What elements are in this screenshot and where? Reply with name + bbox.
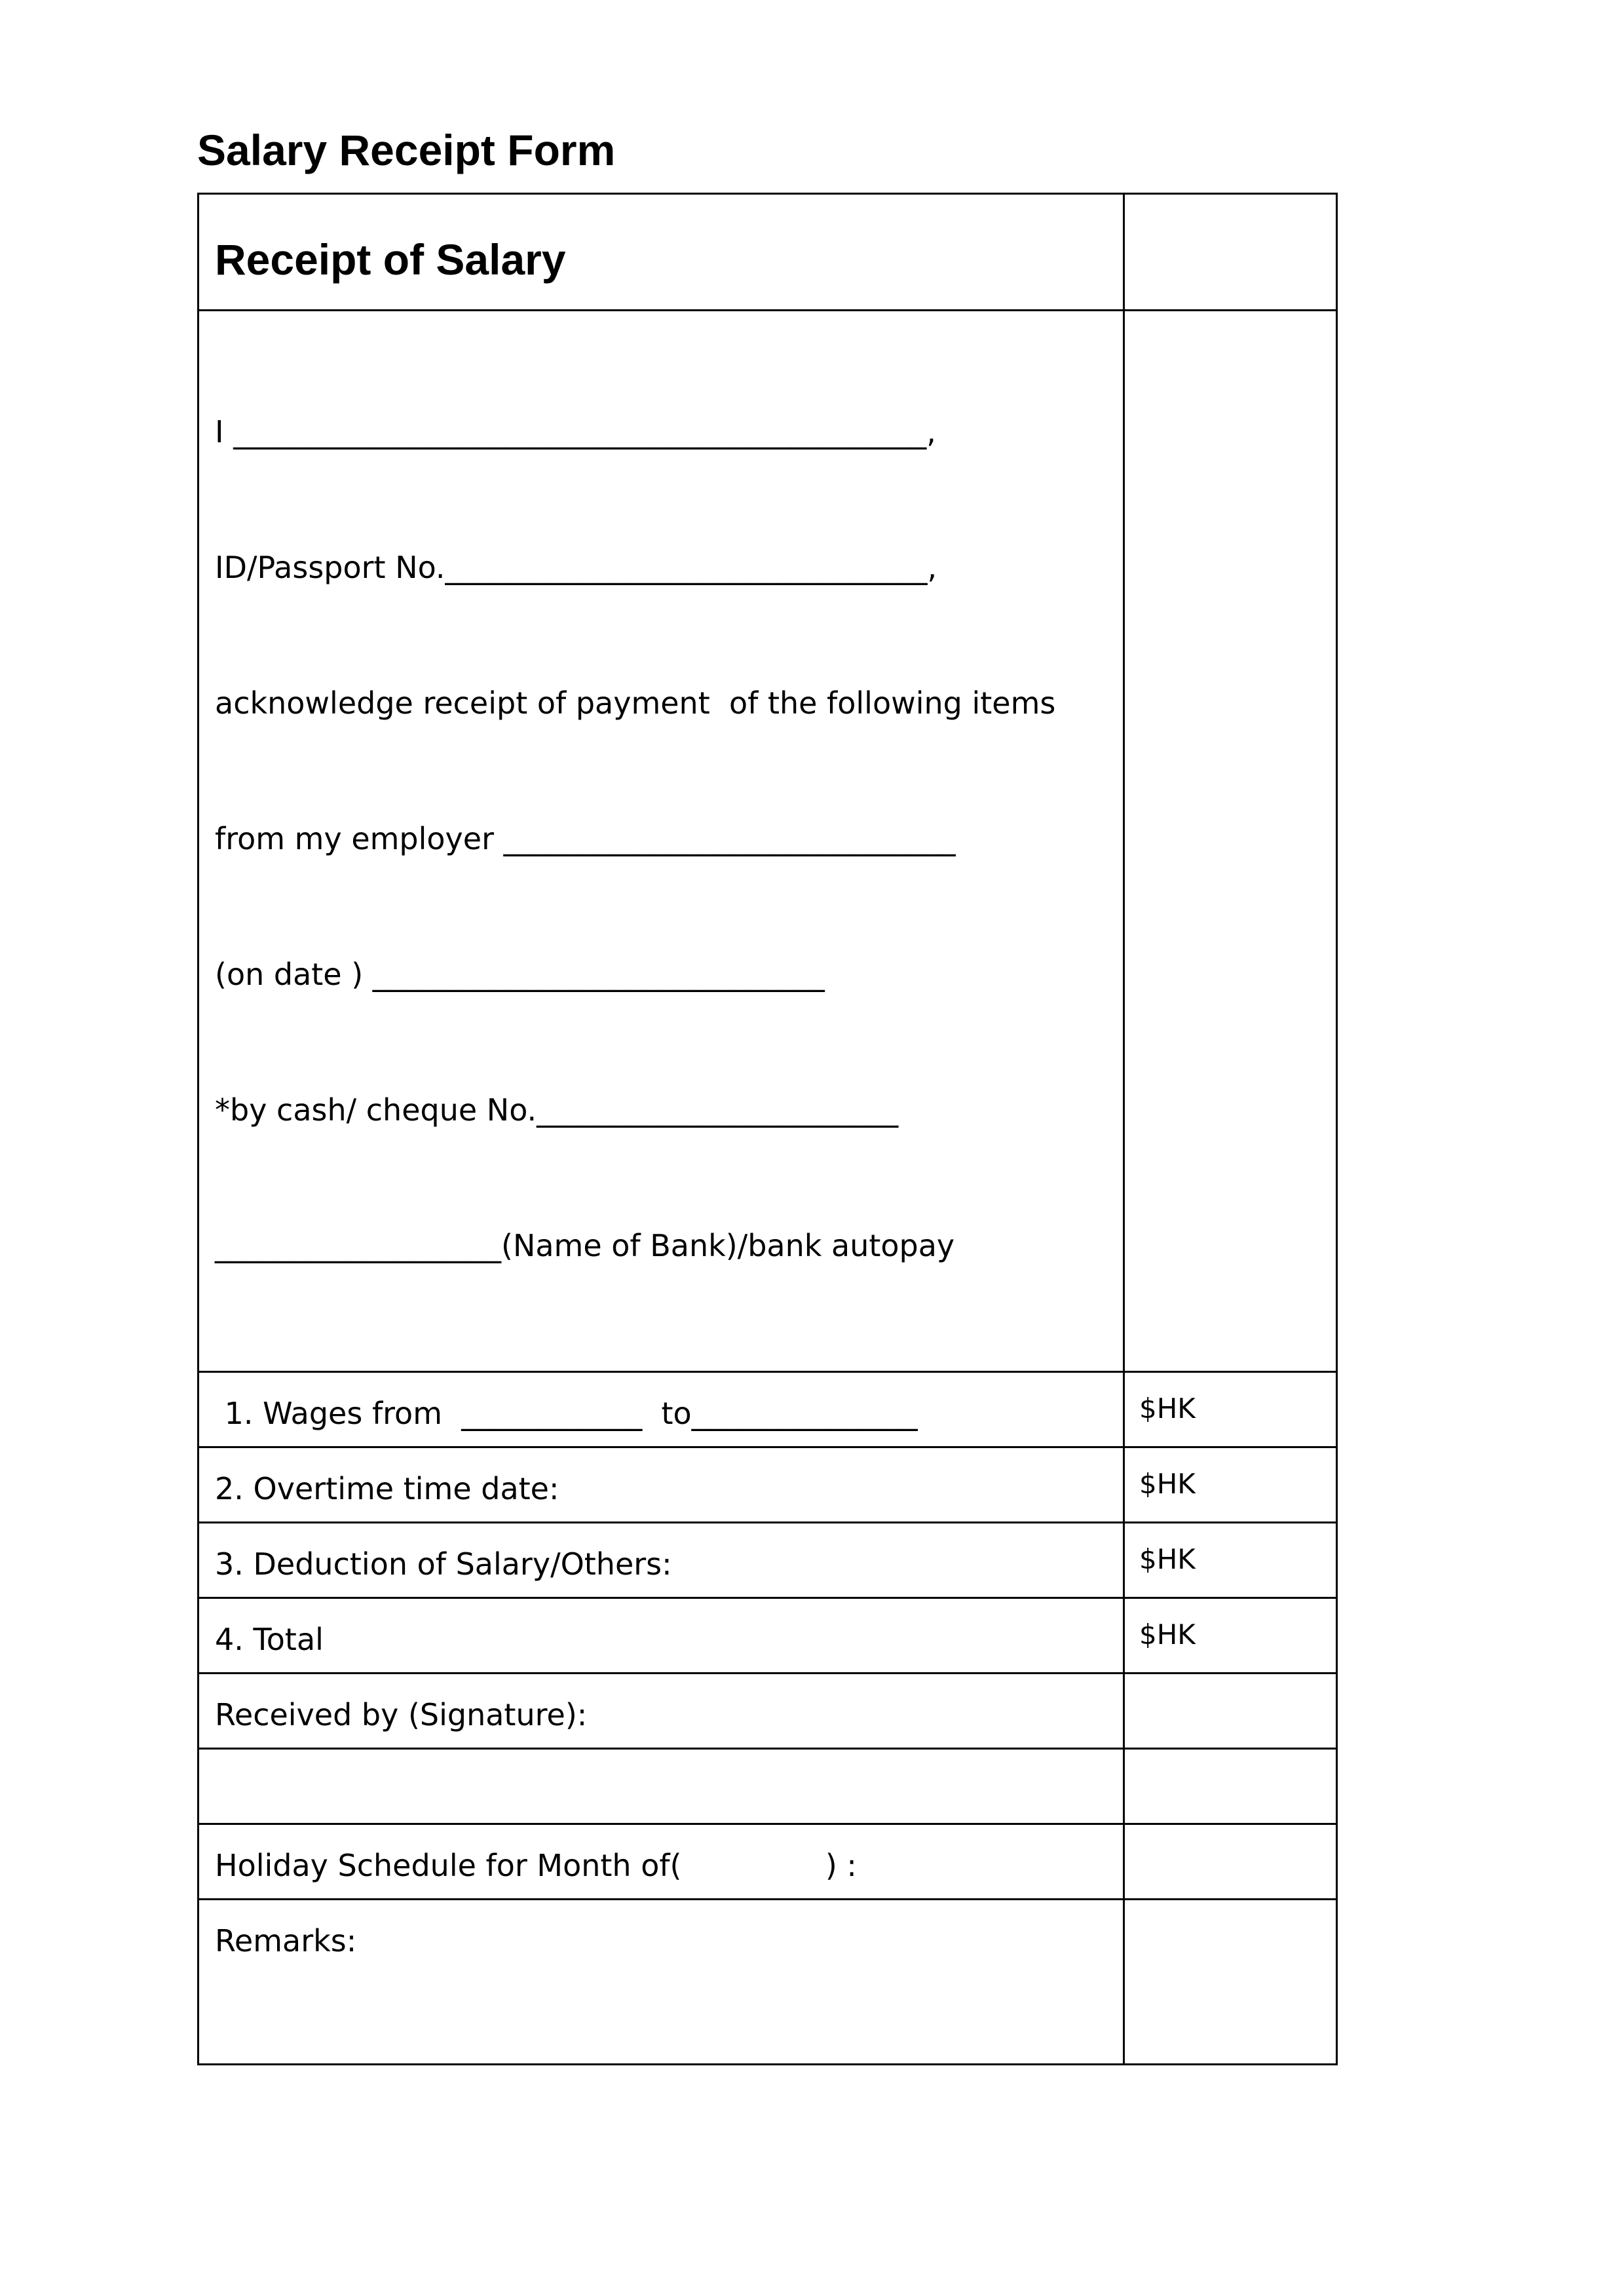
passport-line: ID/Passport No.________________________________, xyxy=(215,550,937,585)
overtime-label: 2. Overtime time date: xyxy=(215,1471,559,1506)
date-line: (on date ) ______________________________ xyxy=(215,957,825,992)
remarks-row xyxy=(198,1900,1337,2065)
deduction-amount-cell[interactable] xyxy=(1124,1523,1337,1598)
signature-cell[interactable] xyxy=(198,1674,1124,1749)
wages-row xyxy=(198,1372,1337,1447)
signature-label: Received by (Signature): xyxy=(215,1697,588,1732)
blank-right-cell[interactable] xyxy=(1124,1749,1337,1824)
acknowledgement-text xyxy=(199,311,1123,1371)
header-blank-cell[interactable] xyxy=(1124,194,1337,311)
deduction-row xyxy=(198,1523,1337,1598)
wages-cell[interactable] xyxy=(198,1372,1124,1447)
blank-row xyxy=(198,1749,1337,1824)
total-currency: $HK xyxy=(1139,1618,1196,1651)
deduction-cell[interactable] xyxy=(198,1523,1124,1598)
salary-receipt-table xyxy=(197,193,1338,2065)
deduction-label: 3. Deduction of Salary/Others: xyxy=(215,1546,672,1582)
page-title: Salary Receipt Form xyxy=(197,126,616,174)
bank-line: ___________________(Name of Bank)/bank autopay xyxy=(215,1228,955,1263)
blank-left-cell[interactable] xyxy=(198,1749,1124,1824)
header-row xyxy=(198,194,1337,311)
acknowledgement-blank-cell[interactable] xyxy=(1124,311,1337,1372)
overtime-cell[interactable] xyxy=(198,1447,1124,1523)
holiday-label: Holiday Schedule for Month of( ) : xyxy=(215,1848,857,1883)
remarks-cell[interactable] xyxy=(198,1900,1124,2065)
wages-amount-cell[interactable] xyxy=(1124,1372,1337,1447)
acknowledgement-cell[interactable] xyxy=(198,311,1124,1372)
holiday-row xyxy=(198,1824,1337,1900)
name-line: I ______________________________________________, xyxy=(215,414,936,450)
overtime-currency: $HK xyxy=(1139,1468,1196,1500)
deduction-currency: $HK xyxy=(1139,1543,1196,1575)
remarks-blank-cell[interactable] xyxy=(1124,1900,1337,2065)
cheque-line: *by cash/ cheque No.________________________ xyxy=(215,1092,899,1128)
holiday-cell[interactable] xyxy=(198,1824,1124,1900)
wages-label: 1. Wages from ____________ to_______________ xyxy=(215,1396,918,1431)
total-cell[interactable] xyxy=(198,1598,1124,1674)
total-label: 4. Total xyxy=(215,1622,324,1657)
holiday-blank-cell[interactable] xyxy=(1124,1824,1337,1900)
signature-row xyxy=(198,1674,1337,1749)
remarks-label: Remarks: xyxy=(215,1923,357,1959)
header-cell xyxy=(198,194,1124,311)
signature-blank-cell[interactable] xyxy=(1124,1674,1337,1749)
form-header: Receipt of Salary xyxy=(215,235,566,284)
total-row xyxy=(198,1598,1337,1674)
total-amount-cell[interactable] xyxy=(1124,1598,1337,1674)
overtime-row xyxy=(198,1447,1337,1523)
acknowledge-line: acknowledge receipt of payment of the following items xyxy=(215,685,1056,721)
wages-currency: $HK xyxy=(1139,1392,1196,1425)
acknowledgement-row xyxy=(198,311,1337,1372)
overtime-amount-cell[interactable] xyxy=(1124,1447,1337,1523)
employer-line: from my employer ______________________________ xyxy=(215,821,956,856)
